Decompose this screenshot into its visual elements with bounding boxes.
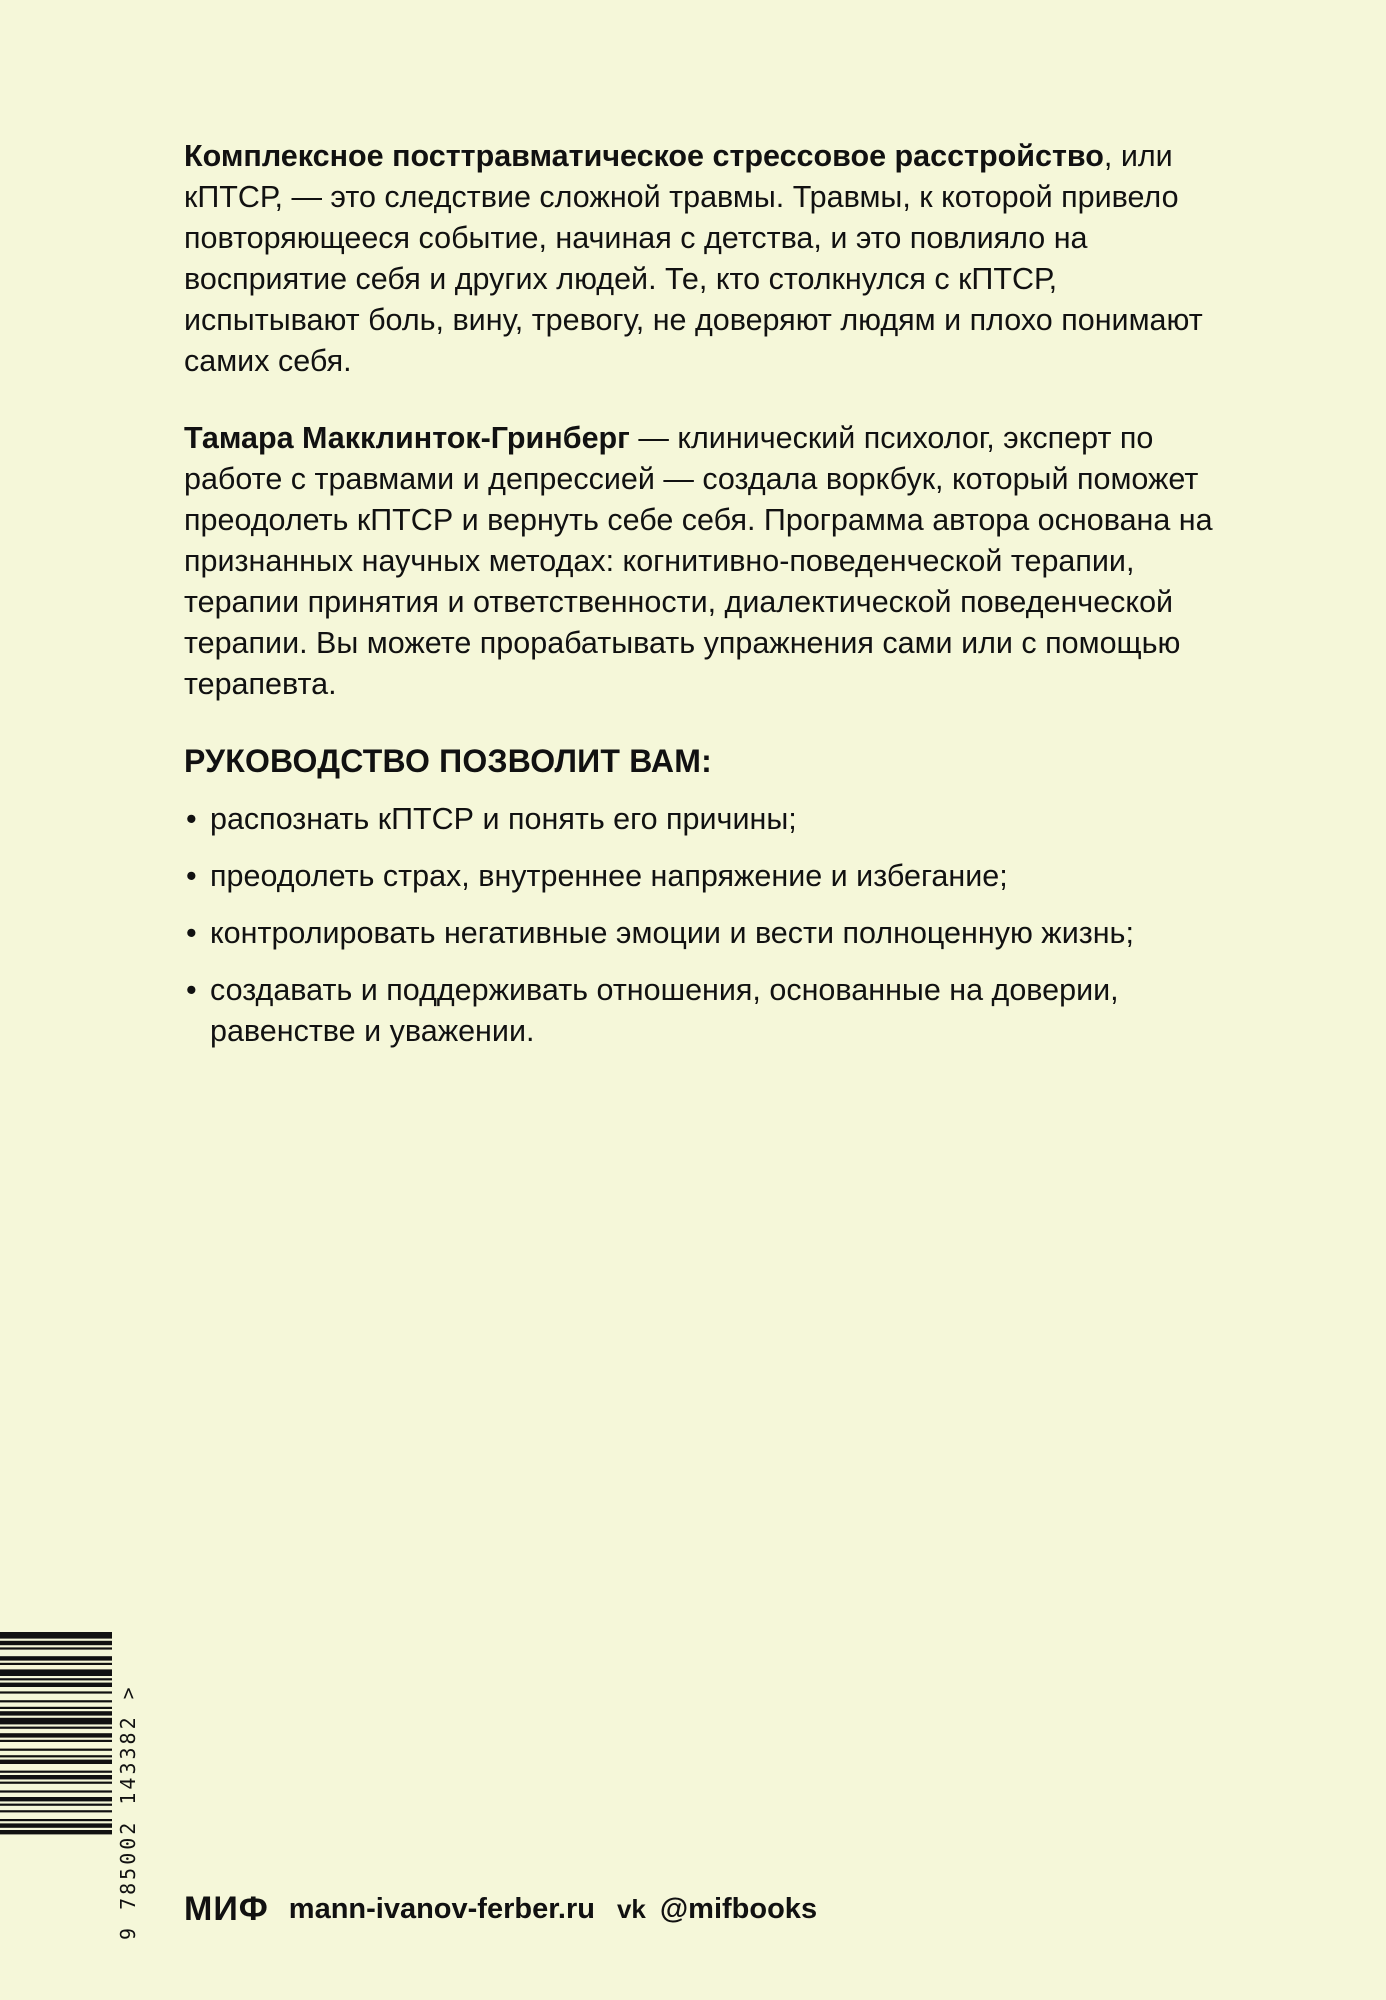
list-item-text: создавать и поддерживать отношения, основанные на доверии, равенстве и уважении. xyxy=(210,973,1119,1048)
barcode-bar xyxy=(0,1790,112,1792)
benefits-heading: РУКОВОДСТВО ПОЗВОЛИТ ВАМ: xyxy=(184,743,712,779)
barcode-digits: 9 785002 143382 > xyxy=(116,1684,140,1940)
list-item-text: распознать кПТСР и понять его причины; xyxy=(210,802,797,836)
barcode-bar xyxy=(0,1663,112,1665)
list-item xyxy=(184,799,1224,840)
barcode-bar xyxy=(0,1797,112,1801)
barcode-bar xyxy=(0,1700,112,1702)
publisher-logo-text: МИФ xyxy=(184,1889,269,1928)
intro-paragraph xyxy=(184,136,1224,382)
barcode-bar xyxy=(0,1804,112,1806)
intro-text: , или кПТСР, — это следствие сложной травмы. Травмы, к которой привело повторяющееся событие, начиная с детства, и это повлияло на восприятие себя и других людей. Те, кто столкнулся с кПТСР, испытывают боль, вину, тревогу, не доверяют людям и плохо понимают самих себя. xyxy=(184,139,1203,378)
publisher-logo xyxy=(184,1890,269,1929)
barcode xyxy=(0,1632,132,1936)
vk-icon[interactable]: vk xyxy=(616,1893,646,1924)
barcode-bar xyxy=(0,1691,112,1693)
author-paragraph xyxy=(184,418,1224,705)
barcode-bar xyxy=(0,1760,112,1764)
barcode-bar xyxy=(0,1678,112,1680)
website-link[interactable]: mann-ivanov-ferber.ru xyxy=(288,1892,595,1925)
list-item xyxy=(184,856,1224,897)
barcode-bar xyxy=(0,1632,112,1639)
list-item xyxy=(184,970,1224,1052)
barcode-bar xyxy=(0,1683,112,1687)
barcode-bar xyxy=(0,1810,112,1812)
list-item xyxy=(184,913,1224,954)
bullet-icon: • xyxy=(186,802,197,836)
barcode-bar xyxy=(0,1669,112,1676)
intro-bold: Комплексное посттравматическое стрессовое расстройство xyxy=(184,139,1104,173)
list-item-text: контролировать негативные эмоции и вести полноценную жизнь; xyxy=(210,916,1134,950)
barcode-bar xyxy=(0,1641,112,1645)
barcode-bar xyxy=(0,1775,112,1779)
barcode-bar xyxy=(0,1711,112,1715)
barcode-bar xyxy=(0,1819,112,1821)
barcode-bar xyxy=(0,1647,112,1649)
barcode-bar xyxy=(0,1830,112,1834)
barcode-bar xyxy=(0,1727,112,1729)
barcode-bar xyxy=(0,1771,112,1773)
benefits-list xyxy=(184,799,1224,1052)
bullet-icon: • xyxy=(186,916,197,950)
social-handle[interactable]: @mifbooks xyxy=(659,1892,818,1925)
barcode-bar xyxy=(0,1823,112,1827)
barcode-bar xyxy=(0,1707,112,1709)
back-cover-text xyxy=(184,136,1224,1068)
barcode-bar xyxy=(0,1656,112,1660)
bullet-icon: • xyxy=(186,859,197,893)
barcode-bar xyxy=(0,1718,112,1725)
bullet-icon: • xyxy=(186,973,197,1007)
list-item-text: преодолеть страх, внутреннее напряжение и избегание; xyxy=(210,859,1008,893)
barcode-bar xyxy=(0,1755,112,1757)
barcode-bar xyxy=(0,1749,112,1751)
barcode-bar xyxy=(0,1733,112,1737)
footer xyxy=(184,1884,817,1934)
barcode-bar xyxy=(0,1782,112,1784)
author-text: — клинический психолог, эксперт по работе с травмами и депрессией — создала воркбук, который поможет преодолеть кПТСР и вернуть себе себя. Программа автора основана на признанных научных методах: когнитивно-поведенческой терапии, терапии принятия и ответственности, диалектической поведенческой терапии. Вы можете прорабатывать упражнения сами или с помощью терапевта. xyxy=(184,421,1213,701)
author-name: Тамара Макклинток-Гринберг xyxy=(184,421,630,455)
barcode-bar xyxy=(0,1740,112,1742)
